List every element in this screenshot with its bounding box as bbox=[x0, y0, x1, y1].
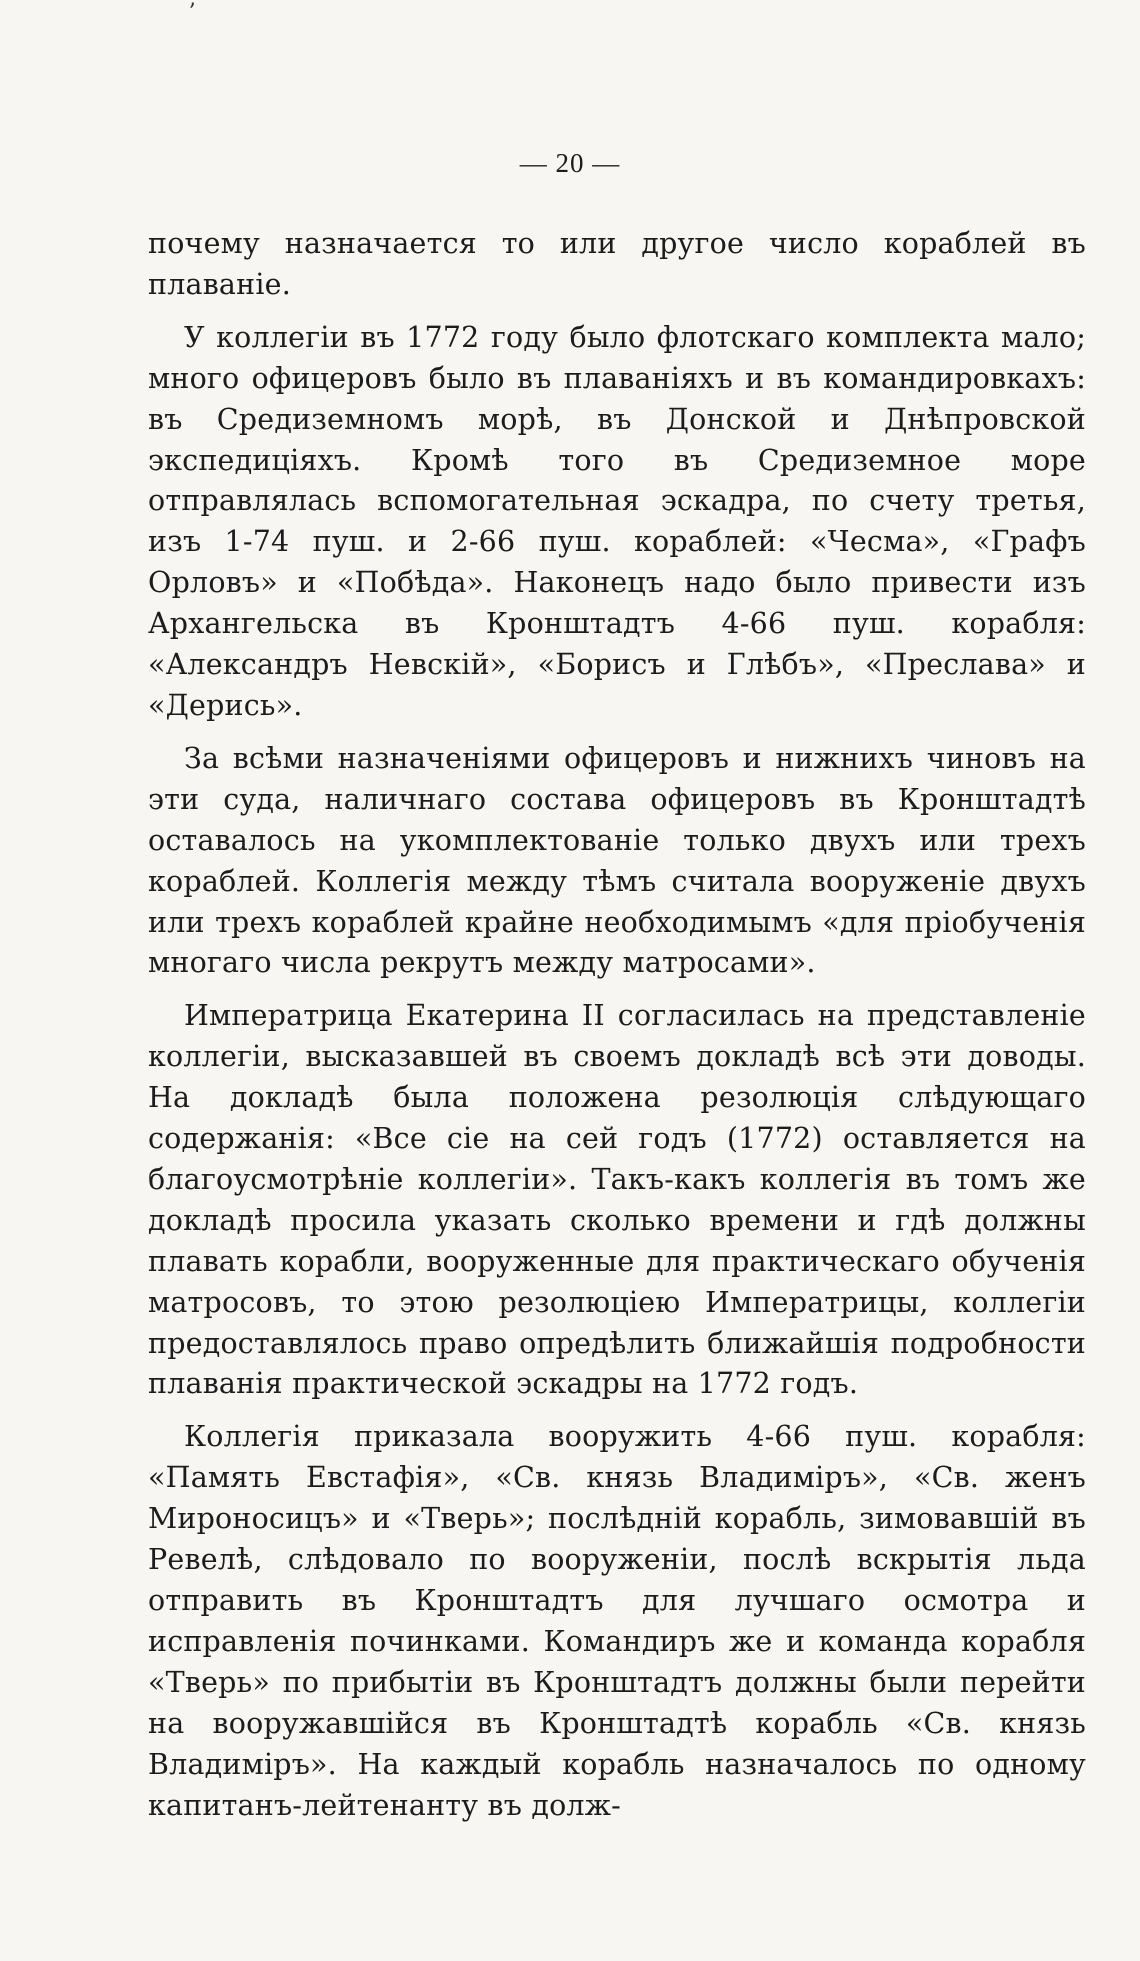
paragraph-1: почему назначается то или другое число кораблей въ плаванie. bbox=[148, 227, 1086, 301]
paragraph-5: Коллегiя приказала вооружить 4-66 пуш. корабля: «Память Евстафiя», «Св. князь Владимiръ», «Св. женъ Мироносицъ» и «Тверь»; послѣднiй корабль, зимовавшiй въ Ревелѣ, слѣдовало по вооруженiи, послѣ вскрытiя льда отправить въ Кронштадтъ для лучшаго осмотра и исправленiя починками. Командиръ же и команда корабля «Тверь» по прибытiи въ Кронштадтъ должны были перейти на вооружавшiйся въ Кронштадтѣ корабль «Св. князь Владимiръ». На каждый корабль назначалось по одному капитанъ-лейтенанту въ долж- bbox=[148, 1420, 1086, 1822]
body-text bbox=[148, 224, 1086, 1838]
page-edge-mark: ʼ bbox=[188, 0, 195, 25]
paragraph-3: За всѣми назначенiями офицеровъ и нижнихъ чиновъ на эти суда, наличнаго состава офицеровъ въ Кронштадтѣ оставалось на укомплектованie только двухъ или трехъ кораблей. Коллегiя между тѣмъ считала вооруженie двухъ или трехъ кораблей крайне необходимымъ «для прiобученiя многаго числа рекрутъ между матросами». bbox=[148, 741, 1086, 980]
paragraph-2: У коллегiи въ 1772 году было флотскаго комплекта мало; много офицеровъ было въ плаванiяхъ и въ командировкахъ: въ Средиземномъ морѣ, въ Донской и Днѣпровской экспедицiяхъ. Кромѣ того въ Средиземное море отправлялась вспомогательная эскадра, по счету третья, изъ 1-74 пуш. и 2-66 пуш. кораблей: «Чесма», «Графъ Орловъ» и «Побѣда». Наконецъ надо было привести изъ Архангельска въ Кронштадтъ 4-66 пуш. корабля: «Александръ Невскiй», «Борисъ и Глѣбъ», «Преслава» и «Дерись». bbox=[148, 320, 1086, 722]
paragraph-4: Императрица Екатерина II согласилась на представленie коллегiи, высказавшей въ своемъ докладѣ всѣ эти доводы. На докладѣ была положена резолюцiя слѣдующаго содержанiя: «Все сie на сей годъ (1772) оставляется на благоусмотрѣнie коллегiи». Такъ-какъ коллегiя въ томъ же докладѣ просила указать сколько времени и гдѣ должны плавать корабли, вооруженные для практическаго обученiя матросовъ, то этою резолюцiею Императрицы, коллегiи предоставлялось право опредѣлить ближайшiя подробности плаванiя практической эскадры на 1772 годъ. bbox=[148, 999, 1086, 1401]
page-number: — 20 — bbox=[519, 148, 621, 178]
